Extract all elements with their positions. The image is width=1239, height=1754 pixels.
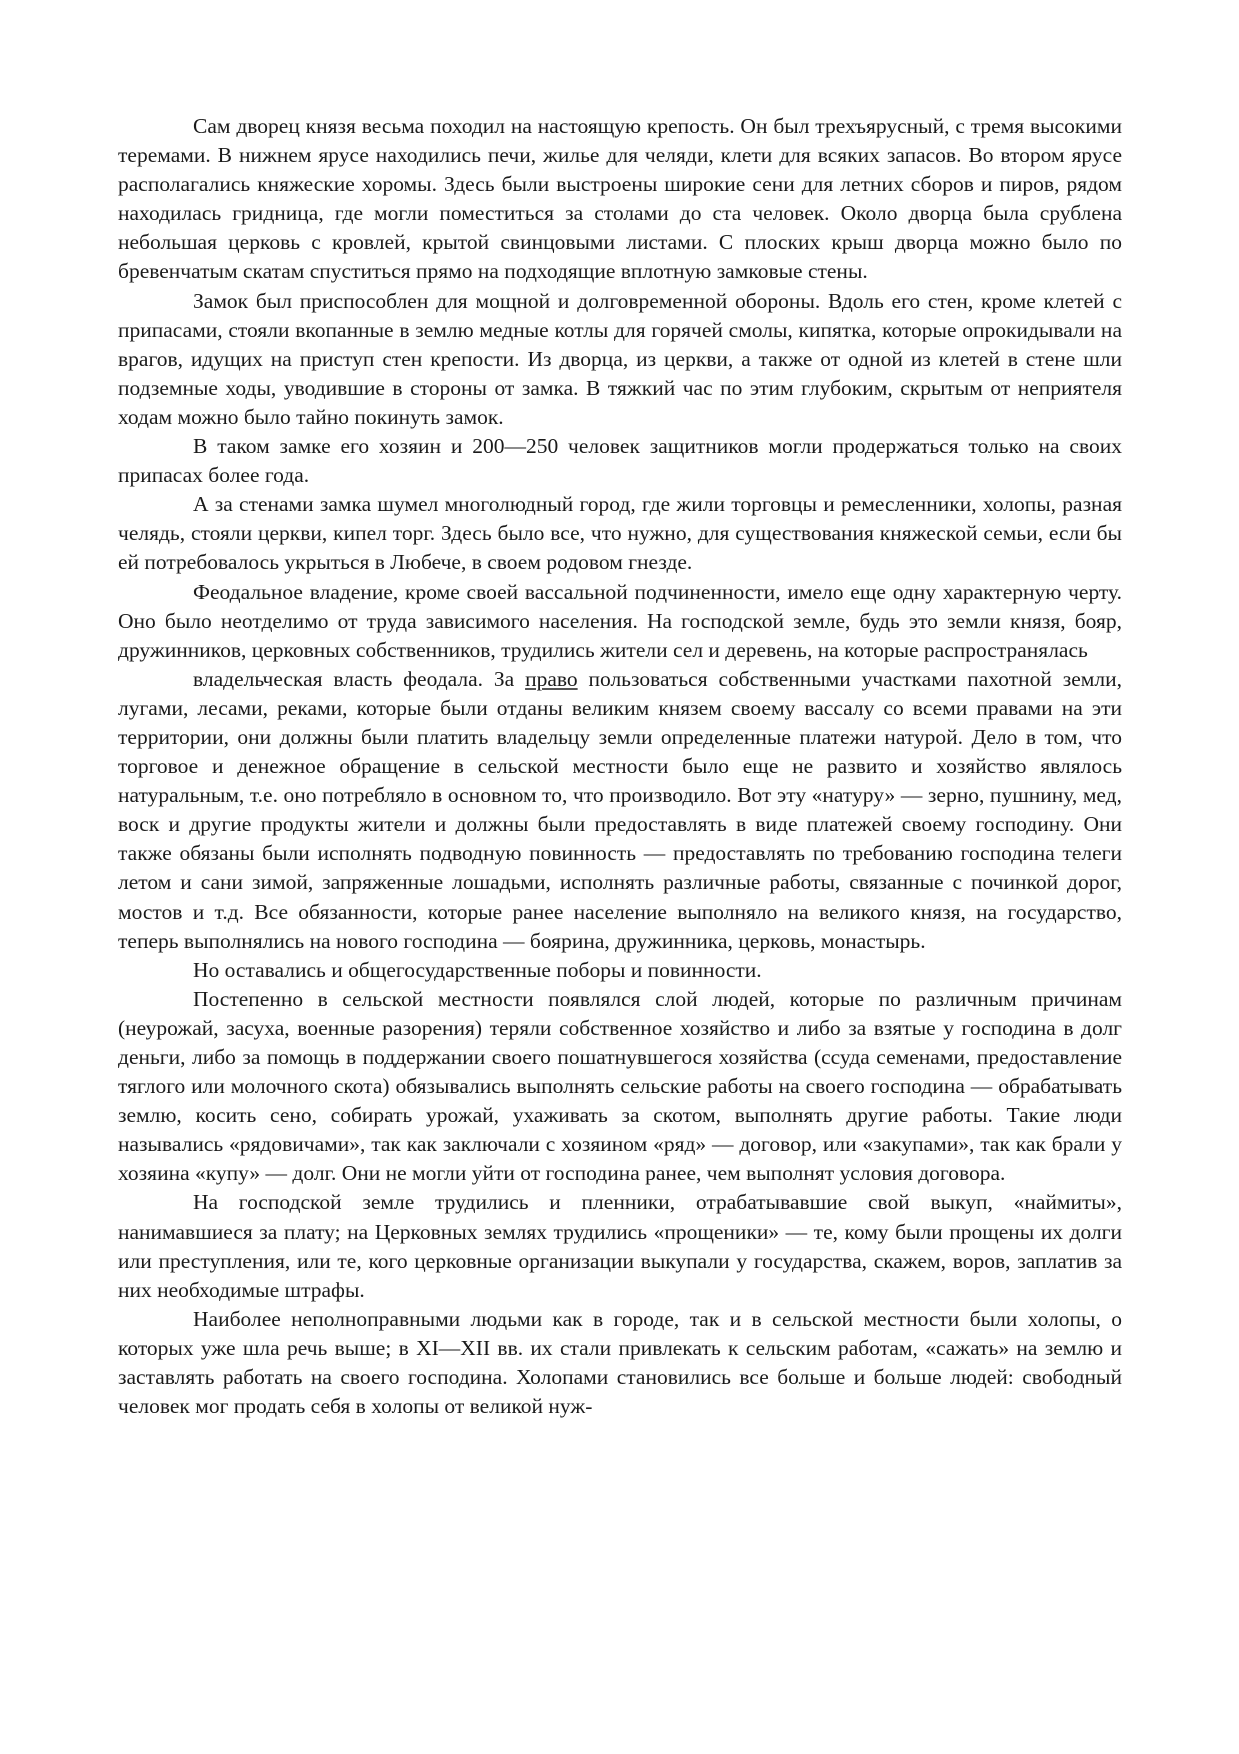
paragraph-captives: На господской земле трудились и пленники, отрабатывавшие свой выкуп, «наймиты», нанимавшиеся за плату; на Церковных землях трудились «прощеники» — те, кому были прощены их долги или преступления, или те, кого церковные организации выкупали у государства, скажем, воров, заплатив за них необходимые штрафы. <box>118 1190 1122 1302</box>
paragraph-text-after-link: пользоваться собственными участками пахотной земли, лугами, лесами, реками, которые были отданы великим князем своему вассалу со всеми правами на эти территории, они должны были платить владельцу земли определенные платежи натурой. Дело в том, что торговое и денежное обращение в сельской местности было еще не развито и хозяйство являлось натуральным, т.е. оно потребляло в основном то, что производило. Вот эту «натуру» — зерно, пушнину, мед, воск и другие продукты жители и должны были предоставлять в виде платежей своему господину. Они также обязаны были исполнять подводную повинность — предоставлять по требованию господина телеги летом и сани зимой, запряженные лошадьми, исполнять различные работы, связанные с починкой дорог, мостов и т.д. Все обязанности, которые ранее население выполняло на великого князя, на государство, теперь выполнялись на нового господина — боярина, дружинника, церковь, монастырь. <box>118 666 1123 953</box>
paragraph-feudal-power <box>118 665 1122 956</box>
paragraph-town: А за стенами замка шумел многолюдный город, где жили торговцы и ремесленники, холопы, разная челядь, стояли церкви, кипел торг. Здесь было все, что нужно, для существования княжеской семьи, если бы ей потребовалось укрыться в Любече, в своем родовом гнезде. <box>118 492 1122 575</box>
paragraph-state-duties: Но оставались и общегосударственные поборы и повинности. <box>193 957 762 982</box>
paragraph-palace: Сам дворец князя весьма походил на настоящую крепость. Он был трехъярусный, с тремя высокими теремами. В нижнем ярусе находились печи, жилье для челяди, клети для всяких запасов. Во втором ярусе располагались княжеские хоромы. Здесь были выстроены широкие сени для летних сборов и пиров, рядом находилась гридница, где могли поместиться за столами до ста человек. Около дворца была срублена небольшая церковь с кровлей, крытой свинцовыми листами. С плоских крыш дворца можно было по бревенчатым скатам спуститься прямо на подходящие вплотную замковые стены. <box>118 114 1122 284</box>
paragraph-castle-defense: Замок был приспособлен для мощной и долговременной обороны. Вдоль его стен, кроме клетей с припасами, стояли вкопанные в землю медные котлы для горячей смолы, кипятка, которые опрокидывали на врагов, идущих на приступ стен крепости. Из дворца, из церкви, а также от одной из клетей в стене шли подземные ходы, уводившие в стороны от замка. В тяжкий час по этим глубоким, скрытым от неприятеля ходам можно было тайно покинуть замок. <box>118 288 1122 429</box>
pravo-link[interactable]: право <box>525 666 578 691</box>
paragraph-feudal-holding: Феодальное владение, кроме своей вассальной подчиненности, имело еще одну характерную черту. Оно было неотделимо от труда зависимого населения. На господской земле, будь это земли князя, бояр, дружинников, церковных собственников, трудились жители сел и деревень, на которые распространялась <box>118 579 1122 662</box>
paragraph-text-before-link: владельческая власть феодала. За <box>193 666 526 691</box>
paragraph-ryadovichi: Постепенно в сельской местности появлялся слой людей, которые по различным причинам (неурожай, засуха, военные разорения) теряли собственное хозяйство и либо за взятые у господина в долг деньги, либо за помощь в поддержании своего пошатнувшегося хозяйства (ссуда семенами, предоставление тяглого или молочного скота) обязывались выполнять сельские работы на своего господина — обрабатывать землю, косить сено, собирать урожай, ухаживать за скотом, выполнять другие работы. Такие люди назывались «рядовичами», так как заключали с хозяином «ряд» — договор, или «закупами», так как брали у хозяина «купу» — долг. Они не могли уйти от господина ранее, чем выполнят условия договора. <box>118 986 1122 1186</box>
document-page <box>118 112 1122 1421</box>
paragraph-defenders: В таком замке его хозяин и 200—250 человек защитников могли продержаться только на своих припасах более года. <box>118 434 1122 488</box>
paragraph-kholopy: Наиболее неполноправными людьми как в городе, так и в сельской местности были холопы, о которых уже шла речь выше; в XI—XII вв. их стали привлекать к сельским работам, «сажать» на землю и заставлять работать на своего господина. Холопами становились все больше и больше людей: свободный человек мог продать себя в холопы от великой нуж- <box>118 1306 1122 1419</box>
